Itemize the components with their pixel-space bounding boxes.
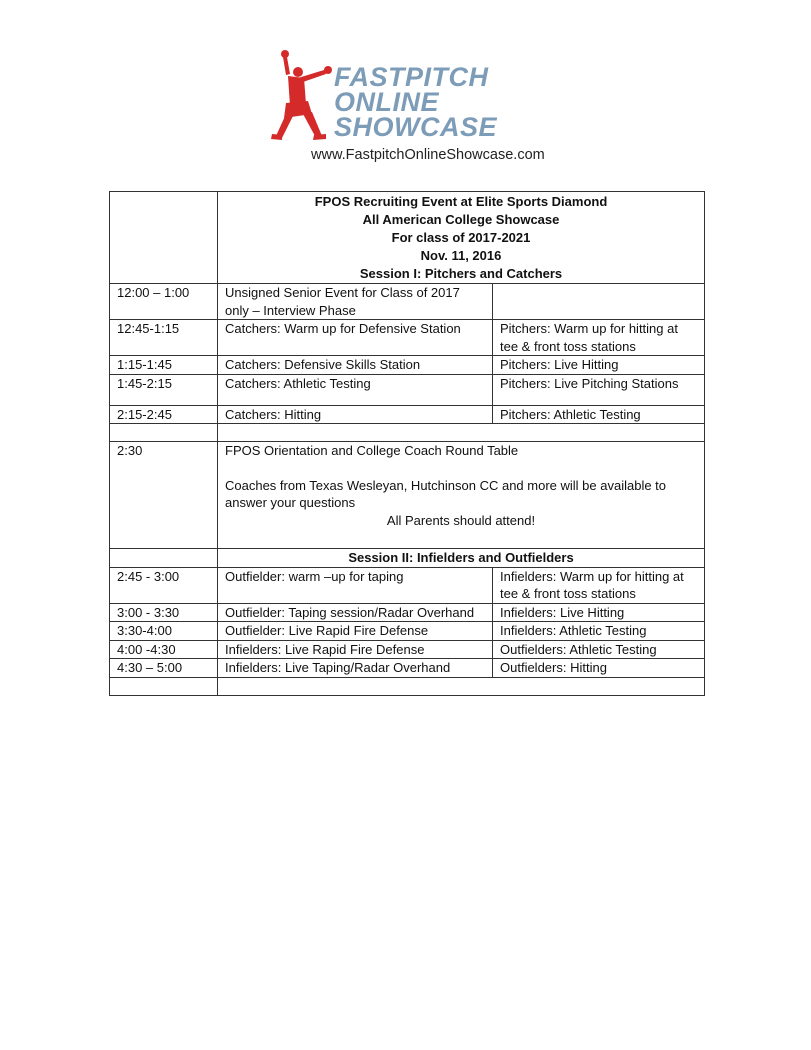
blank-cell [218,677,705,695]
activity-cell: Infielders: Warm up for hitting at tee & front toss stations [493,567,705,603]
time-cell: 4:30 – 5:00 [110,659,218,678]
table-row [110,603,705,622]
activity-cell: Pitchers: Live Hitting [493,356,705,375]
activity-cell: Outfielders: Athletic Testing [493,640,705,659]
orientation-row [110,442,705,549]
event-title: FPOS Recruiting Event at Elite Sports Diamond [314,194,608,209]
logo-word-showcase: SHOWCASE [334,112,498,142]
orientation-cell [218,442,705,549]
time-cell: 12:45-1:15 [110,320,218,356]
table-row [110,640,705,659]
orientation-title: FPOS Orientation and College Coach Round Table [225,443,519,458]
blank-cell [218,424,705,442]
session-2-title: Session II: Infielders and Outfielders [218,549,705,568]
activity-cell: Outfielder: Taping session/Radar Overhand [218,603,493,622]
logo-word-fastpitch: FASTPITCH [334,62,489,92]
table-row [110,374,705,405]
event-date: Nov. 11, 2016 [420,248,502,263]
session-1-title: Session I: Pitchers and Catchers [359,266,563,281]
table-row [110,284,705,320]
time-cell: 2:45 - 3:00 [110,567,218,603]
activity-cell: Pitchers: Live Pitching Stations [493,374,705,405]
table-row [110,567,705,603]
schedule-table [109,191,705,696]
activity-cell: Infielders: Athletic Testing [493,622,705,641]
activity-cell: Catchers: Warm up for Defensive Station [218,320,493,356]
header-row [110,192,705,284]
table-row [110,356,705,375]
fpos-logo [268,48,548,148]
logo-word-online: ONLINE [334,87,440,117]
activity-cell: Unsigned Senior Event for Class of 2017 only – Interview Phase [218,284,493,320]
spacer [225,460,697,477]
time-cell: 3:00 - 3:30 [110,603,218,622]
time-cell: 2:15-2:45 [110,405,218,424]
time-cell: 1:45-2:15 [110,374,218,405]
table-row [110,622,705,641]
table-row [110,659,705,678]
activity-cell: Infielders: Live Hitting [493,603,705,622]
blank-cell [110,549,218,568]
time-cell: 2:30 [110,442,218,549]
orientation-body: Coaches from Texas Wesleyan, Hutchinson CC and more will be available to answer your questions [225,477,667,510]
event-subtitle: All American College Showcase [362,212,560,227]
blank-cell [110,677,218,695]
time-cell: 4:00 -4:30 [110,640,218,659]
header-blank-cell [110,192,218,284]
activity-cell: Pitchers: Athletic Testing [493,405,705,424]
activity-cell: Infielders: Live Taping/Radar Overhand [218,659,493,678]
orientation-note: All Parents should attend! [386,512,536,528]
activity-cell: Outfielder: warm –up for taping [218,567,493,603]
time-cell: 3:30-4:00 [110,622,218,641]
softball-pitcher-icon [268,48,338,143]
activity-cell [493,284,705,320]
event-header [218,192,705,284]
time-cell: 12:00 – 1:00 [110,284,218,320]
table-row [110,405,705,424]
blank-row [110,424,705,442]
event-class: For class of 2017-2021 [391,230,531,245]
activity-cell: Catchers: Athletic Testing [218,374,493,405]
activity-cell: Infielders: Live Rapid Fire Defense [218,640,493,659]
activity-cell: Pitchers: Warm up for hitting at tee & front toss stations [493,320,705,356]
session-2-header-row [110,549,705,568]
table-row [110,320,705,356]
time-cell: 1:15-1:45 [110,356,218,375]
blank-cell [110,424,218,442]
activity-cell: Outfielders: Hitting [493,659,705,678]
website-url: www.FastpitchOnlineShowcase.com [311,147,545,163]
blank-row [110,677,705,695]
activity-cell: Outfielder: Live Rapid Fire Defense [218,622,493,641]
activity-cell: Catchers: Defensive Skills Station [218,356,493,375]
activity-cell: Catchers: Hitting [218,405,493,424]
